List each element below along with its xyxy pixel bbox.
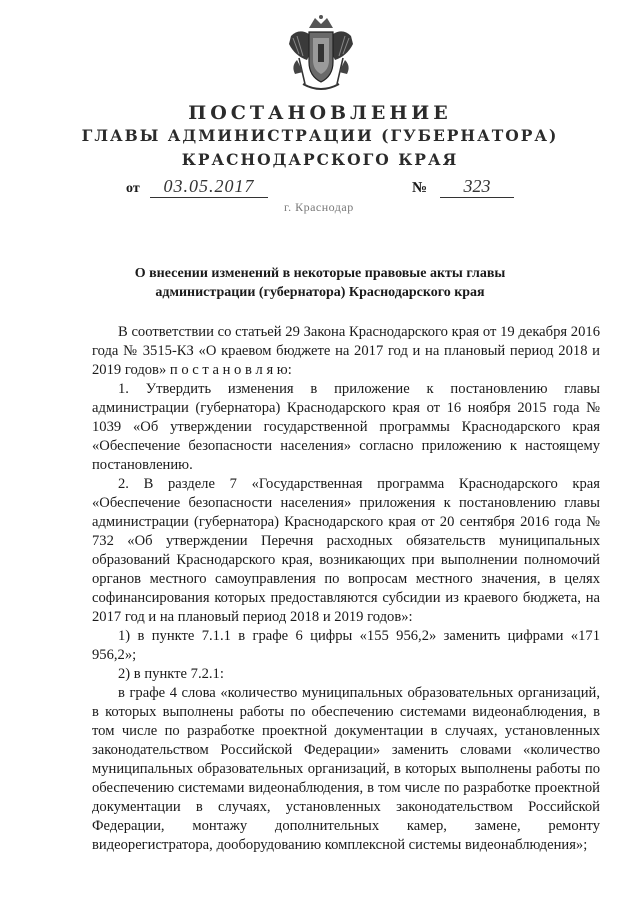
paragraph-subitem-2: 2) в пункте 7.2.1: <box>118 666 224 682</box>
document-type-title: ПОСТАНОВЛЕНИЕ <box>188 102 452 124</box>
coat-of-arms-icon <box>285 14 357 96</box>
number-prefix: № <box>412 180 428 196</box>
issuer-line-1: ГЛАВЫ АДМИНИСТРАЦИИ (ГУБЕРНАТОРА) <box>81 126 559 145</box>
document-number: 323 <box>440 176 514 198</box>
paragraph-preamble: В соответствии со статьей 29 Закона Краснодарского края от 19 декабря 2016 года № 3515-КЗ «О краевом бюджете на 2017 год и на плановый период 2018 и 2019 годов» п о с т а н о в л я ю: <box>92 324 600 378</box>
city-label: г. Краснодар <box>284 200 354 214</box>
date-prefix: от <box>126 181 140 196</box>
document-date: 03.05.2017 <box>150 176 268 198</box>
paragraph-item-1: 1. Утвердить изменения в приложение к постановлению главы администрации (губернатора) Краснодарского края от 16 ноября 2015 года № 1039 «Об утверждении государственной программы Краснодарского края «Обеспечение безопасности населения» согласно приложению к настоящему постановлению. <box>92 381 600 473</box>
issuer-line-2: КРАСНОДАРСКОГО КРАЯ <box>181 150 459 169</box>
paragraph-subitem-1: 1) в пункте 7.1.1 в графе 6 цифры «155 956,2» заменить цифрами «171 956,2»; <box>92 628 600 663</box>
document-body <box>92 323 600 855</box>
document-heading: О внесении изменений в некоторые правовые акты главы администрации (губернатора) Краснодарского края <box>134 266 506 300</box>
paragraph-subitem-2-text: в графе 4 слова «количество муниципальных образовательных организаций, в которых выполнены работы по обеспечению системами видеонаблюдения, в том числе по разработке проектной документации в случаях, установленных законодательством Российской Федерации» заменить словами «количество муниципальных образовательных организаций, в которых выполнены работы по обеспечению системами видеонаблюдения, в том числе по разработке проектной документации в случаях, установленных законодательством Российской Федерации, монтажу дополнительных камер, замене, ремонту видеорегистратора, дооборудованию комплексной системы видеонаблюдения»; <box>92 685 600 853</box>
date-number-line <box>0 176 640 216</box>
paragraph-item-2: 2. В разделе 7 «Государственная программа Краснодарского края «Обеспечение безопасности населения» приложения к постановлению главы администрации (губернатора) Краснодарского края от 20 сентября 2016 года № 732 «Об утверждении Перечня расходных обязательств муниципальных образований Краснодарского края, возникающих при выполнении полномочий органов местного самоуправления по вопросам местного значения, в целях софинансирования которых предоставляются субсидии из краевого бюджета, на 2017 год и на плановый период 2018 и 2019 годов»: <box>92 476 600 625</box>
